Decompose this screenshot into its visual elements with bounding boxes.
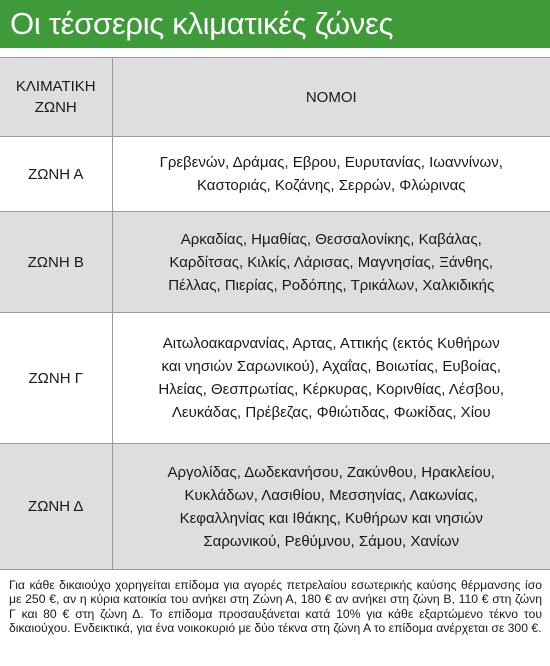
prefectures-column-header: ΝΟΜΟΙ (112, 58, 550, 137)
prefectures-line: Καρδίτσας, Κιλκίς, Λάρισας, Μαγνησίας, Ξάνθης, (169, 253, 494, 271)
prefectures-line: Λευκάδας, Πρέβεζας, Φθιώτιδας, Φωκίδας, Χίου (171, 404, 491, 421)
table-row-zone-c (0, 313, 550, 444)
prefectures-line: Αργολίδας, Δωδεκανήσου, Ζακύνθου, Ηρακλείου, (167, 463, 495, 481)
table-row-zone-a (0, 137, 550, 212)
zone-header-line1: ΚΛΙΜΑΤΙΚΗ (15, 78, 96, 95)
prefectures-list (112, 212, 550, 313)
zone-name: ΖΩΝΗ Δ (0, 444, 112, 570)
zone-name: ΖΩΝΗ Γ (0, 313, 112, 444)
prefectures-list (112, 444, 550, 570)
prefectures-line: Κυκλάδων, Λασιθίου, Μεσσηνίας, Λακωνίας, (184, 486, 478, 504)
prefectures-line: Καστοριάς, Κοζάνης, Σερρών, Φλώρινας (196, 177, 466, 194)
zone-column-header (0, 58, 112, 137)
prefectures-line: Ηλείας, Θεσπρωτίας, Κέρκυρας, Κορινθίας, Λέσβου, (158, 381, 505, 398)
prefectures-line: Αρκαδίας, Ημαθίας, Θεσσαλονίκης, Καβάλας, (180, 230, 482, 248)
prefectures-line: Σαρωνικού, Ρεθύμνου, Σάμου, Χανίων (203, 532, 460, 550)
prefectures-line: Γρεβενών, Δράμας, Εβρου, Ευρυτανίας, Ιωαννίνων, (159, 154, 503, 171)
table-header-row (0, 58, 550, 137)
prefectures-line: Κεφαλληνίας και Ιθάκης, Κυθήρων και νησιών (179, 509, 483, 527)
prefectures-list (112, 137, 550, 212)
zone-header-line2: ΖΩΝΗ (34, 99, 77, 116)
page-title: Οι τέσσερις κλιματικές ζώνες (10, 6, 394, 41)
prefectures-line: και νησιών Σαρωνικού), Αχαΐας, Βοιωτίας, Ευβοίας, (161, 358, 501, 375)
zone-name: ΖΩΝΗ Α (0, 137, 112, 212)
table-row-zone-b (0, 212, 550, 313)
prefectures-line: Πέλλας, Πιερίας, Ροδόπης, Τρικάλων, Χαλκιδικής (168, 276, 495, 294)
zone-name: ΖΩΝΗ Β (0, 212, 112, 313)
prefectures-list (112, 313, 550, 444)
climate-zones-table (0, 57, 550, 570)
subsidy-footnote: Για κάθε δικαιούχο χορηγείται επίδομα για αγορές πετρελαίου εσωτερικής καύσης θέρμανσης ίσο με 250 €, αν η κύρια κατοικία του ανήκει στη Ζώνη Α, 180 € αν ανήκει στη ζώνη Β, 110 € στη ζώνη Γ και 80 € στη ζώνη Δ. Το επίδομα προσαυξάνεται κατά 10% για κάθε εξαρτώμενο τέκνο του δικαιούχου. Ενδεικτικά, για ένα νοικοκυριό με δύο τέκνα στη ζώνη Α το επίδομα ανέρχεται σε 300 €. (9, 578, 542, 636)
table-row-zone-d (0, 444, 550, 570)
prefectures-line: Αιτωλοακαρνανίας, Αρτας, Αττικής (εκτός Κυθήρων (162, 335, 500, 352)
title-bar (0, 0, 550, 48)
